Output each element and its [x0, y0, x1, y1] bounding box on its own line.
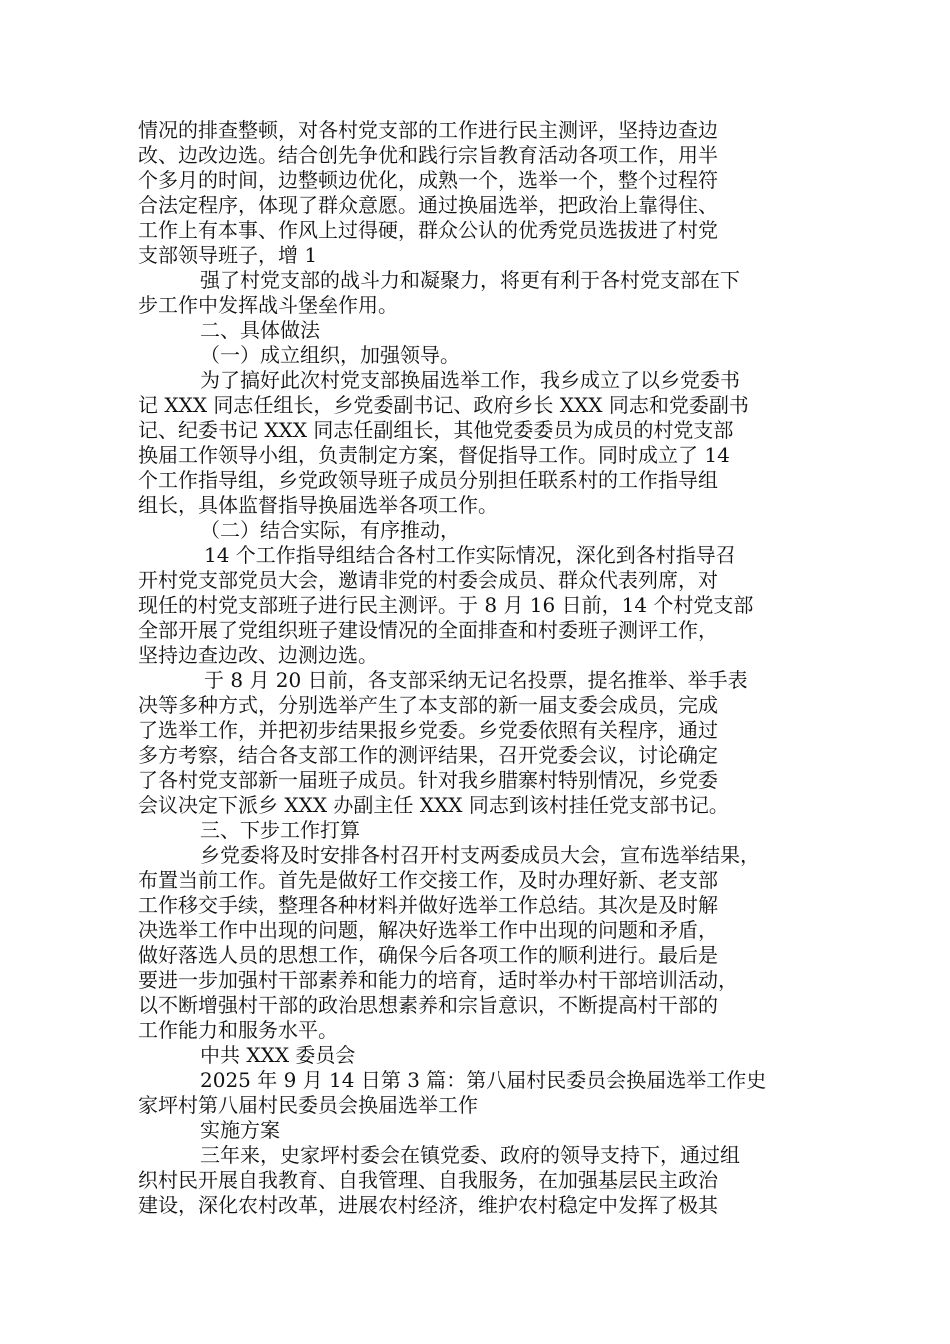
text-line: 工作上有本事、作风上过得硬，群众公认的优秀党员选拔进了村党 [138, 218, 718, 242]
text-line: 记 XXX 同志任组长，乡党委副书记、政府乡长 XXX 同志和党委副书 [138, 393, 749, 417]
text-line: 了选举工作，并把初步结果报乡党委。乡党委依照有关程序，通过 [138, 718, 718, 742]
text-line: 14 个工作指导组结合各村工作实际情况，深化到各村指导召 [204, 543, 736, 567]
text-line: 个工作指导组，乡党政领导班子成员分别担任联系村的工作指导组 [138, 468, 718, 492]
text-line: 决选举工作中出现的问题，解决好选举工作中出现的问题和矛盾， [138, 918, 718, 942]
text-line: 步工作中发挥战斗堡垒作用。 [138, 293, 398, 317]
text-line: 开村党支部党员大会，邀请非党的村委会成员、群众代表列席，对 [138, 568, 718, 592]
text-line: 决等多种方式，分别选举产生了本支部的新一届支委会成员，完成 [138, 693, 718, 717]
text-line: 三年来，史家坪村委会在镇党委、政府的领导支持下，通过组 [200, 1143, 740, 1167]
text-line: 改、边改边选。结合创先争优和践行宗旨教育活动各项工作，用半 [138, 143, 718, 167]
text-line: 工作移交手续，整理各种材料并做好选举工作总结。其次是及时解 [138, 893, 718, 917]
text-line: 为了搞好此次村党支部换届选举工作，我乡成立了以乡党委书 [200, 368, 740, 392]
text-line: 合法定程序，体现了群众意愿。通过换届选举，把政治上靠得住、 [138, 193, 718, 217]
text-line: 工作能力和服务水平。 [138, 1018, 338, 1042]
text-line: 换届工作领导小组，负责制定方案，督促指导工作。同时成立了 14 [138, 443, 730, 467]
text-line: 布置当前工作。首先是做好工作交接工作，及时办理好新、老支部 [138, 868, 718, 892]
text-line: 织村民开展自我教育、自我管理、自我服务，在加强基层民主政治 [138, 1168, 718, 1192]
text-line: 2025 年 9 月 14 日第 3 篇：第八届村民委员会换届选举工作史 [200, 1068, 767, 1092]
section-heading: 实施方案 [200, 1118, 280, 1142]
text-line: 做好落选人员的思想工作，确保今后各项工作的顺利进行。最后是 [138, 943, 718, 967]
signature-line: 中共 XXX 委员会 [200, 1043, 356, 1067]
subsection-heading: （二）结合实际，有序推动， [200, 518, 460, 542]
text-line: 多方考察，结合各支部工作的测评结果，召开党委会议，讨论确定 [138, 743, 718, 767]
text-line: 建设，深化农村改革，进展农村经济，维护农村稳定中发挥了极其 [138, 1193, 718, 1217]
text-line: 家坪村第八届村民委员会换届选举工作 [138, 1093, 478, 1117]
text-line: 坚持边查边改、边测边选。 [138, 643, 378, 667]
text-line: 记、纪委书记 XXX 同志任副组长，其他党委委员为成员的村党支部 [138, 418, 734, 442]
text-line: 组长，具体监督指导换届选举各项工作。 [138, 493, 498, 517]
section-heading: 二、具体做法 [200, 318, 320, 342]
text-line: 乡党委将及时安排各村召开村支两委成员大会，宣布选举结果， [200, 843, 760, 867]
text-line: 情况的排查整顿，对各村党支部的工作进行民主测评，坚持边查边 [138, 118, 718, 142]
text-line: 全部开展了党组织班子建设情况的全面排查和村委班子测评工作， [138, 618, 718, 642]
text-line: 支部领导班子，增 1 [138, 243, 318, 267]
text-line: 会议决定下派乡 XXX 办副主任 XXX 同志到该村挂任党支部书记。 [138, 793, 729, 817]
text-line: 个多月的时间，边整顿边优化，成熟一个，选举一个，整个过程符 [138, 168, 718, 192]
text-line: 以不断增强村干部的政治思想素养和宗旨意识，不断提高村干部的 [138, 993, 718, 1017]
text-line: 于 8 月 20 日前，各支部采纳无记名投票，提名推举、举手表 [204, 668, 748, 692]
text-line: 要进一步加强村干部素养和能力的培育，适时举办村干部培训活动， [138, 968, 738, 992]
text-line: 现任的村党支部班子进行民主测评。于 8 月 16 日前，14 个村党支部 [138, 593, 754, 617]
text-line: 了各村党支部新一届班子成员。针对我乡腊寨村特别情况，乡党委 [138, 768, 718, 792]
text-line: 强了村党支部的战斗力和凝聚力，将更有利于各村党支部在下 [200, 268, 740, 292]
document-body [138, 118, 818, 1218]
section-heading: 三、下步工作打算 [200, 818, 360, 842]
subsection-heading: （一）成立组织，加强领导。 [200, 343, 460, 367]
